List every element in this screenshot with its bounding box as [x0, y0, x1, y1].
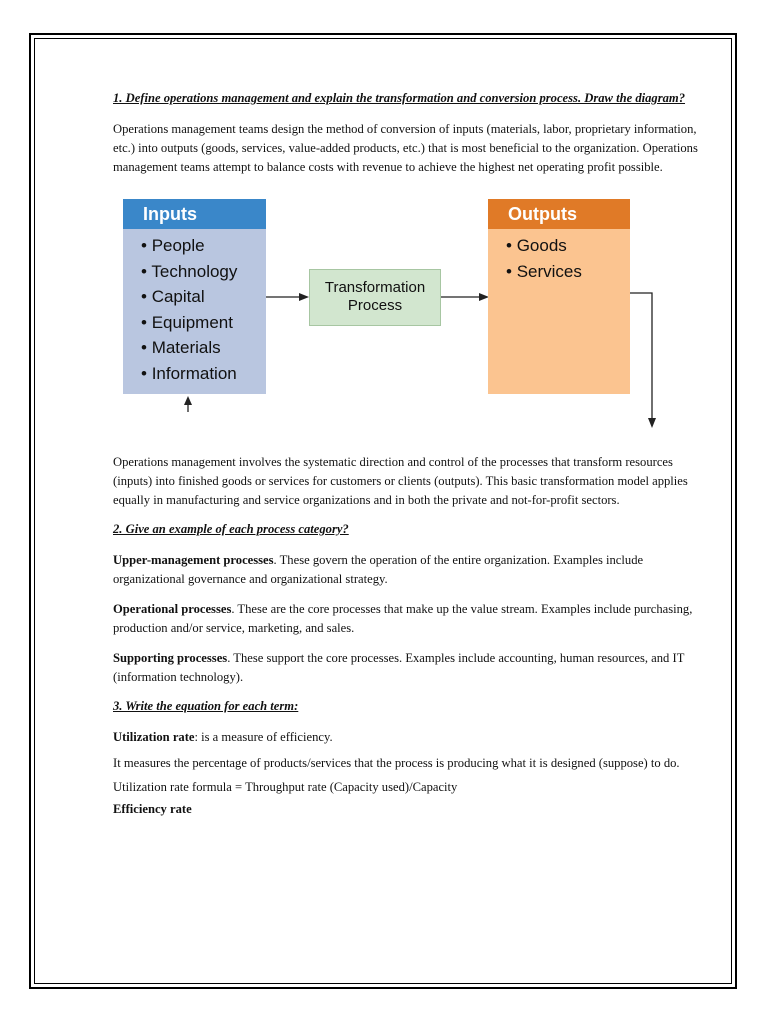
arrowhead-feedback-down	[648, 418, 656, 428]
efficiency-rate-term: Efficiency rate	[113, 802, 192, 816]
utilization-formula: Utilization rate formula = Throughput rate (Capacity used)/Capacity	[113, 779, 458, 794]
input-item: • Information	[141, 361, 266, 387]
upper-management-text: . These govern the operation of the entire organization. Examples include organizational governance and organizational strategy.	[113, 553, 644, 586]
supporting-text: . These support the core processes. Examples include accounting, human resources, and IT (information technology).	[113, 651, 685, 684]
inputs-header: Inputs	[123, 199, 266, 229]
utilization-rate-term: Utilization rate	[113, 730, 195, 744]
operational-paragraph	[113, 600, 703, 638]
input-item: • Capital	[141, 284, 266, 310]
process-label-line-2: Process	[347, 297, 403, 314]
output-item: • Services	[506, 259, 630, 285]
utilization-rate-text: : is a measure of efficiency.	[194, 730, 333, 744]
outputs-list	[488, 233, 630, 284]
transformation-process-box	[309, 269, 441, 326]
inputs-box	[123, 199, 266, 394]
utilization-rate-line	[113, 728, 703, 746]
q1-paragraph-2: Operations management involves the systematic direction and control of the processes that transform resources (inputs) into finished goods or services for customers or clients (outputs). This basic transformation model applies equally in manufacturing and service organizations and in both the private and not-for-profit sectors.	[113, 455, 688, 507]
arrowhead-inputs-to-process	[299, 293, 309, 301]
question-2-heading: 2. Give an example of each process category?	[113, 522, 349, 536]
supporting-term: Supporting processes	[113, 651, 228, 665]
upper-management-term: Upper-management processes	[113, 553, 274, 567]
transformation-diagram	[113, 199, 703, 439]
input-item: • People	[141, 233, 266, 259]
upper-management-paragraph	[113, 551, 703, 589]
input-item: • Materials	[141, 335, 266, 361]
q1-paragraph-1: Operations management teams design the method of conversion of inputs (materials, labor, proprietary information, etc.) into outputs (goods, services, value-added products, etc.) that is most beneficial to the organization. Operations management teams attempt to balance costs with revenue to achieve the highest net operating profit possible.	[113, 122, 698, 174]
process-label-line-1: Transformation	[324, 279, 426, 296]
utilization-description: It measures the percentage of products/services that the process is producing what it is designed (suppose) to do.	[113, 755, 680, 770]
document-body	[113, 90, 703, 823]
input-item: • Equipment	[141, 310, 266, 336]
outputs-header: Outputs	[488, 199, 630, 229]
question-1-heading: 1. Define operations management and explain the transformation and conversion process. Draw the diagram?	[113, 91, 686, 105]
input-item: • Technology	[141, 259, 266, 285]
operational-term: Operational processes	[113, 602, 232, 616]
supporting-paragraph	[113, 649, 703, 687]
output-item: • Goods	[506, 233, 630, 259]
operational-text: . These are the core processes that make up the value stream. Examples include purchasing, production and/or service, marketing, and sales.	[113, 602, 693, 635]
outputs-box	[488, 199, 630, 394]
inputs-list	[123, 233, 266, 387]
arrow-output-feedback-down	[630, 293, 652, 421]
arrowhead-feedback-up	[184, 396, 192, 405]
question-3-heading: 3. Write the equation for each term:	[113, 699, 299, 713]
